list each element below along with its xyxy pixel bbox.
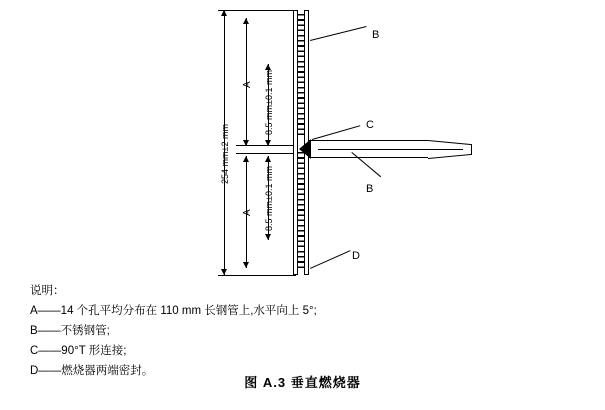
burner-pipe-taper-bottom <box>428 153 472 159</box>
legend <box>30 281 317 381</box>
figure-caption: 图 A.3 垂直燃烧器 <box>244 375 361 390</box>
dim-arrow-spacing-lower-top <box>265 156 271 162</box>
dim-arrow-a-upper-top <box>243 18 249 24</box>
legend-item-a: A——14 个孔平均分布在 110 mm 长钢管上,水平向上 5°; <box>30 305 317 317</box>
legend-item-c: C——90°T 形连接; <box>30 345 127 357</box>
burner-axis-line-lower <box>236 153 294 154</box>
dim-label-hole-spacing-upper: 8.5 mm±0.1 mm <box>264 70 274 135</box>
dim-label-hole-spacing-lower: 8.5 mm±0.1 mm <box>264 166 274 231</box>
dim-arrow-overall-bottom <box>221 269 227 275</box>
burner-pipe-centerline <box>318 149 463 150</box>
callout-letter-d: D <box>352 250 360 262</box>
hole-row-lower <box>298 152 304 270</box>
burner-pipe-bottom-edge <box>309 157 428 158</box>
callout-letter-b-top: B <box>372 29 380 41</box>
leader-line-d <box>310 250 351 269</box>
dim-arrow-spacing-upper-bottom <box>265 140 271 146</box>
dim-label-segment-a-upper: A <box>242 81 253 88</box>
legend-title: 说明： <box>30 285 65 297</box>
legend-item-d: D——燃烧器两端密封。 <box>30 365 154 377</box>
hole-row-upper <box>298 14 304 136</box>
burner-pipe-top-edge <box>309 140 428 141</box>
leader-line-c <box>312 125 360 140</box>
dim-arrow-spacing-lower-bottom <box>265 234 271 240</box>
legend-item-b: B——不锈钢管; <box>30 325 110 337</box>
ext-line-bottom-overall <box>218 275 296 276</box>
dim-arrow-overall-top <box>221 10 227 16</box>
dim-arrow-a-upper-bottom <box>243 140 249 146</box>
leader-line-b-middle <box>351 152 381 177</box>
burner-pipe-end-cap <box>471 145 472 154</box>
dim-arrow-a-lower-bottom <box>243 262 249 268</box>
tee-connection-arrow-icon <box>299 139 311 159</box>
dim-arrow-a-lower-top <box>243 156 249 162</box>
dim-label-segment-a-lower: A <box>242 209 253 216</box>
leader-line-b-top <box>310 26 367 41</box>
callout-letter-b-middle: B <box>366 183 374 195</box>
ext-line-top-overall <box>218 10 296 11</box>
callout-letter-c: C <box>366 119 374 131</box>
burner-pipe-taper-top <box>428 140 472 145</box>
dim-label-overall-height: 254 mm±2 mm <box>220 124 230 184</box>
